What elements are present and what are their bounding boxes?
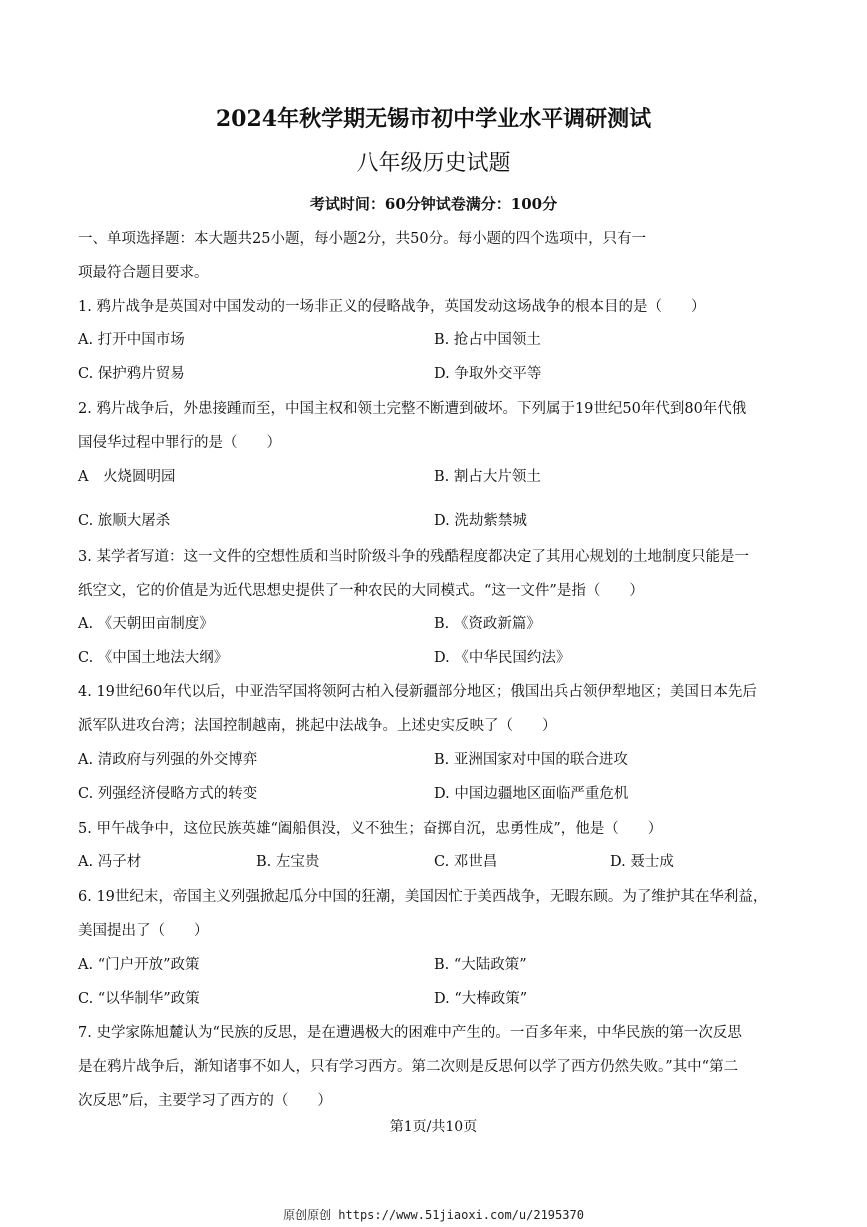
option-a[interactable]: A. 打开中国市场 — [78, 332, 185, 348]
option-b[interactable]: B. 亚洲国家对中国的联合进攻 — [434, 752, 628, 768]
option-b[interactable]: B. 割占大片领土 — [434, 469, 541, 485]
source-watermark: 原创原创 https://www.51jiaoxi.com/u/2195370 — [283, 1208, 584, 1222]
page-number: 第1页/共10页 — [389, 1119, 478, 1135]
question-4-options-row — [78, 780, 793, 808]
stem-line: 纸空文，它的价值是为近代思想史提供了一种农民的大同模式。“这一文件”是指（ ） — [78, 583, 644, 599]
question-3-stem — [78, 540, 793, 608]
stem-line: 2. 鸦片战争后，外患接踵而至，中国主权和领土完整不断遭到破坏。下列属于19世纪50年代到80年代俄 — [78, 401, 747, 417]
option-c[interactable]: C. “以华制华”政策 — [78, 991, 200, 1007]
exam-subtitle: 八年级历史试题 — [356, 151, 511, 176]
stem-line: 美国提出了（ ） — [78, 923, 209, 939]
option-d[interactable]: D. 《中华民国约法》 — [434, 650, 571, 666]
option-a[interactable]: A 火烧圆明园 — [78, 469, 176, 485]
stem-line: 国侵华过程中罪行的是（ ） — [78, 435, 281, 451]
question-5-options-row — [78, 848, 793, 876]
option-a[interactable]: A. “门户开放”政策 — [78, 957, 200, 973]
option-c[interactable]: C. 邓世昌 — [434, 854, 498, 870]
stem-line: 次反思”后，主要学习了西方的（ ） — [78, 1093, 332, 1109]
section-heading — [78, 222, 793, 290]
question-4-stem — [78, 675, 793, 743]
option-d[interactable]: D. 聂士成 — [610, 854, 674, 870]
stem-line: 4. 19世纪60年代以后，中亚浩罕国将领阿古柏入侵新疆部分地区；俄国出兵占领伊犁地区；美国日本先后 — [78, 684, 757, 700]
question-5-stem — [78, 812, 793, 846]
stem-line: 5. 甲午战争中，这位民族英雄“阖船俱没，义不独生；奋掷自沉，忠勇性成”，他是（ ） — [78, 821, 663, 837]
section-heading-line: 一、单项选择题：本大题共25小题，每小题2分，共50分。每小题的四个选项中，只有一 — [78, 231, 647, 247]
stem-line: 是在鸦片战争后，渐知诸事不如人，只有学习西方。第二次则是反思何以学了西方仍然失败。”其中“第二 — [78, 1059, 739, 1075]
stem-line: 7. 史学家陈旭麓认为“民族的反思，是在遭遇极大的困难中产生的。一百多年来，中华民族的第一次反思 — [78, 1025, 742, 1041]
option-d[interactable]: D. “大棒政策” — [434, 991, 528, 1007]
stem-line: 3. 某学者写道：这一文件的空想性质和当时阶级斗争的残酷程度都决定了其用心规划的土地制度只能是一 — [78, 549, 749, 565]
stem-line: 6. 19世纪末，帝国主义列强掀起瓜分中国的狂潮，美国因忙于美西战争，无暇东顾。为了维护其在华利益， — [78, 889, 768, 905]
exam-info: 考试时间：60分钟试卷满分：100分 — [309, 195, 558, 213]
question-1-options-row — [78, 360, 793, 388]
question-7-stem — [78, 1016, 793, 1118]
option-b[interactable]: B. 《资政新篇》 — [434, 616, 541, 632]
option-a[interactable]: A. 冯子材 — [78, 854, 142, 870]
option-c[interactable]: C. 《中国土地法大纲》 — [78, 650, 229, 666]
question-6-options-row — [78, 951, 793, 979]
option-c[interactable]: C. 旅顺大屠杀 — [78, 513, 171, 529]
option-d[interactable]: D. 中国边疆地区面临严重危机 — [434, 786, 629, 802]
question-6-stem — [78, 880, 793, 948]
question-2-options-row — [78, 463, 793, 491]
question-3-options-row — [78, 644, 793, 672]
exam-title: 2024年秋学期无锡市初中学业水平调研测试 — [215, 106, 652, 132]
option-d[interactable]: D. 争取外交平等 — [434, 366, 542, 382]
section-heading-line: 项最符合题目要求。 — [78, 265, 209, 281]
option-c[interactable]: C. 列强经济侵略方式的转变 — [78, 786, 258, 802]
option-a[interactable]: A. 《天朝田亩制度》 — [78, 616, 214, 632]
option-b[interactable]: B. 左宝贵 — [256, 854, 320, 870]
question-2-options-row — [78, 507, 793, 535]
option-c[interactable]: C. 保护鸦片贸易 — [78, 366, 185, 382]
option-b[interactable]: B. 抢占中国领土 — [434, 332, 541, 348]
question-3-options-row — [78, 610, 793, 638]
question-6-options-row — [78, 985, 793, 1013]
question-2-stem — [78, 392, 793, 460]
option-b[interactable]: B. “大陆政策” — [434, 957, 527, 973]
option-a[interactable]: A. 清政府与列强的外交博弈 — [78, 752, 258, 768]
stem-line: 派军队进攻台湾；法国控制越南，挑起中法战争。上述史实反映了（ ） — [78, 718, 557, 734]
stem-line: 1. 鸦片战争是英国对中国发动的一场非正义的侵略战争，英国发动这场战争的根本目的是（ ） — [78, 299, 706, 315]
option-d[interactable]: D. 洗劫紫禁城 — [434, 513, 527, 529]
question-1-options-row — [78, 326, 793, 354]
question-1-stem — [78, 290, 793, 324]
question-4-options-row — [78, 746, 793, 774]
